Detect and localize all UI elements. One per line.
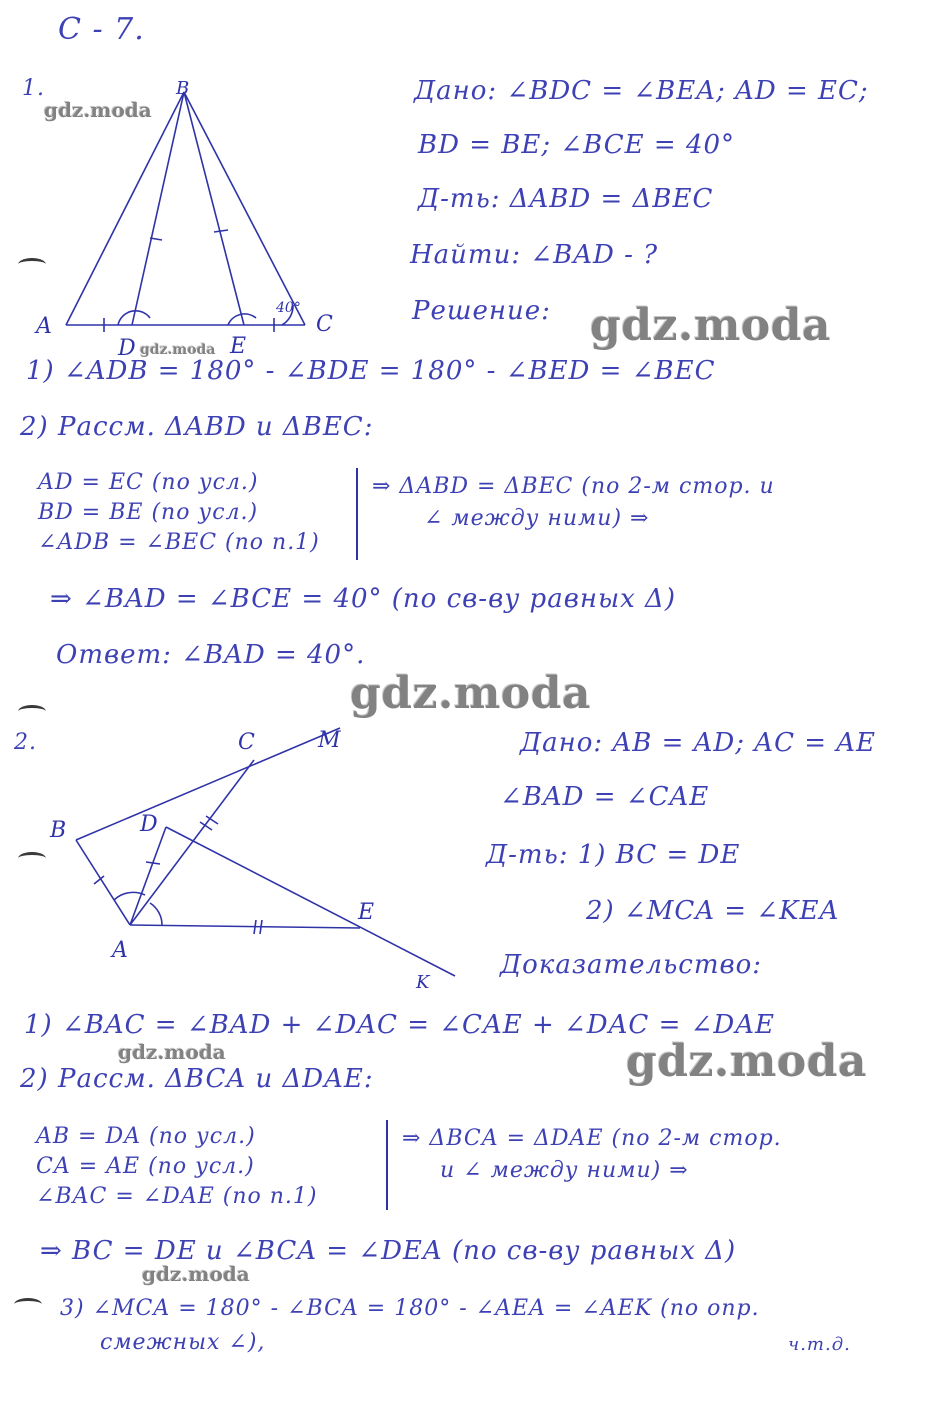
system-brace [384, 1120, 394, 1220]
solution-step: 1) ∠ADB = 180° - ∠BDE = 180° - ∠BED = ∠BEC [26, 356, 716, 386]
point-label: B [176, 78, 190, 99]
condition-line: AD = EC (по усл.) [38, 470, 259, 495]
binder-hole [18, 852, 46, 865]
point-label: C [316, 312, 333, 337]
watermark: gdz.moda [44, 98, 152, 122]
conclusion-line: ⇒ ΔBCA = ΔDAE (по 2-м стор. [402, 1126, 782, 1151]
answer: Ответ: ∠BAD = 40°. [56, 640, 366, 670]
point-label: E [358, 900, 375, 925]
given-line: Дано: AB = AD; AC = AE [520, 728, 877, 758]
point-label: E [230, 334, 247, 359]
watermark: gdz.moda [142, 1262, 250, 1286]
given-line: Дано: ∠BDC = ∠BEA; AD = EC; [414, 76, 869, 106]
conclusion-line: и ∠ между ними) ⇒ [440, 1158, 689, 1183]
watermark: gdz.moda [140, 342, 216, 358]
qed-mark: ч.т.д. [788, 1334, 851, 1355]
point-label: K [416, 972, 430, 993]
watermark: gdz.moda [626, 1036, 868, 1087]
condition-line: CA = AE (по усл.) [36, 1154, 255, 1179]
point-label: B [50, 818, 67, 843]
given-line: Д-ть: ΔABD = ΔBEC [418, 184, 714, 214]
condition-line: ∠BAC = ∠DAE (по п.1) [36, 1184, 318, 1209]
watermark: gdz.moda [590, 300, 832, 351]
condition-line: BD = BE (по усл.) [38, 500, 259, 525]
condition-line: ∠ADB = ∠BEC (по п.1) [38, 530, 320, 555]
proof-step: 2) Рассм. ΔBCA и ΔDAE: [20, 1064, 374, 1094]
solution-step: 2) Рассм. ΔABD и ΔBEC: [20, 412, 374, 442]
problem2-number: 2. [14, 730, 37, 755]
conclusion-line: ⇒ ΔABD = ΔBEC (по 2-м стор. и [372, 474, 775, 499]
given-line: Д-ть: 1) BC = DE [486, 840, 741, 870]
problem1-number: 1. [22, 76, 45, 101]
watermark: gdz.moda [350, 668, 592, 719]
binder-hole [18, 705, 46, 718]
solution-heading: Решение: [412, 296, 551, 326]
point-label: C [238, 730, 255, 755]
point-label: D [118, 336, 136, 361]
proof-step: 3) ∠MCA = 180° - ∠BCA = 180° - ∠AEA = ∠AEK (по опр. [60, 1296, 760, 1321]
point-label: M [318, 728, 341, 753]
given-line: 2) ∠MCA = ∠KEA [586, 896, 840, 926]
proof-heading: Доказательство: [500, 950, 763, 980]
page-header: C - 7. [58, 12, 145, 47]
proof-step: 1) ∠BAC = ∠BAD + ∠DAC = ∠CAE + ∠DAC = ∠DAE [24, 1010, 776, 1040]
proof-step: смежных ∠), [100, 1330, 266, 1355]
condition-line: AB = DA (по усл.) [36, 1124, 256, 1149]
point-label: A [112, 938, 128, 963]
point-label: A [36, 314, 52, 339]
conclusion-line: ∠ между ними) ⇒ [424, 506, 650, 531]
angle-label: 40° [276, 300, 301, 316]
watermark: gdz.moda [118, 1040, 226, 1064]
given-line: Найти: ∠BAD - ? [410, 240, 659, 270]
problem2-figure [0, 0, 480, 300]
solution-step: ⇒ ∠BAD = ∠BCE = 40° (по св-ву равных Δ) [50, 584, 676, 614]
given-line: ∠BAD = ∠CAE [500, 782, 710, 812]
proof-step: ⇒ BC = DE и ∠BCA = ∠DEA (по св-ву равных Δ) [40, 1236, 737, 1266]
binder-hole [14, 1298, 42, 1311]
system-brace [354, 468, 364, 568]
given-line: BD = BE; ∠BCE = 40° [418, 130, 736, 160]
point-label: D [140, 812, 158, 837]
